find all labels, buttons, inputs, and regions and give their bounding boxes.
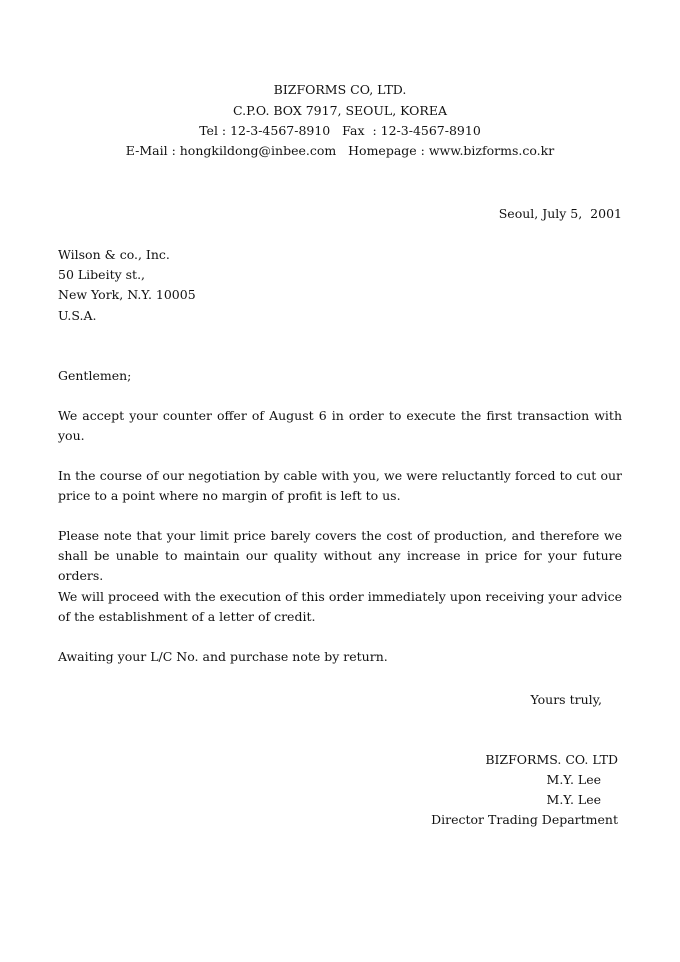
letter-date: Seoul, July 5, 2001 (498, 206, 622, 221)
signature-title: Director Trading Department (431, 812, 618, 827)
letterhead-company: BIZFORMS CO, LTD. (273, 82, 407, 97)
body-paragraph-5: Awaiting your L/C No. and purchase note by return. (58, 649, 388, 664)
recipient-name: Wilson & co., Inc. (58, 247, 170, 262)
body-paragraph-4: We will proceed with the execution of this order immediately upon receiving your advice of the establishment of a letter of credit. (58, 589, 622, 624)
letterhead-address: C.P.O. BOX 7917, SEOUL, KOREA (232, 103, 447, 118)
letterhead-email-homepage: E-Mail : hongkildong@inbee.com Homepage : www.bizforms.co.kr (125, 143, 555, 158)
body-paragraph-1: We accept your counter offer of August 6 in order to execute the first transaction with you. (58, 408, 622, 443)
recipient-country: U.S.A. (58, 308, 97, 323)
letterhead-phone-fax: Tel : 12-3-4567-8910 Fax : 12-3-4567-8910 (199, 123, 481, 138)
signature-name-1: M.Y. Lee (546, 772, 601, 787)
signature-company: BIZFORMS. CO. LTD (485, 752, 618, 767)
signature-name-2: M.Y. Lee (546, 792, 601, 807)
recipient-city: New York, N.Y. 10005 (58, 287, 196, 302)
salutation: Gentlemen; (58, 368, 132, 383)
closing: Yours truly, (530, 692, 602, 707)
recipient-street: 50 Libeity st., (58, 267, 146, 282)
body-paragraph-2: In the course of our negotiation by cable with you, we were reluctantly forced to cut our price to a point where no margin of profit is left to us. (58, 468, 622, 503)
body-paragraph-3: Please note that your limit price barely covers the cost of production, and therefore we shall be unable to maintain our quality without any increase in price for your future orders. (58, 528, 622, 583)
